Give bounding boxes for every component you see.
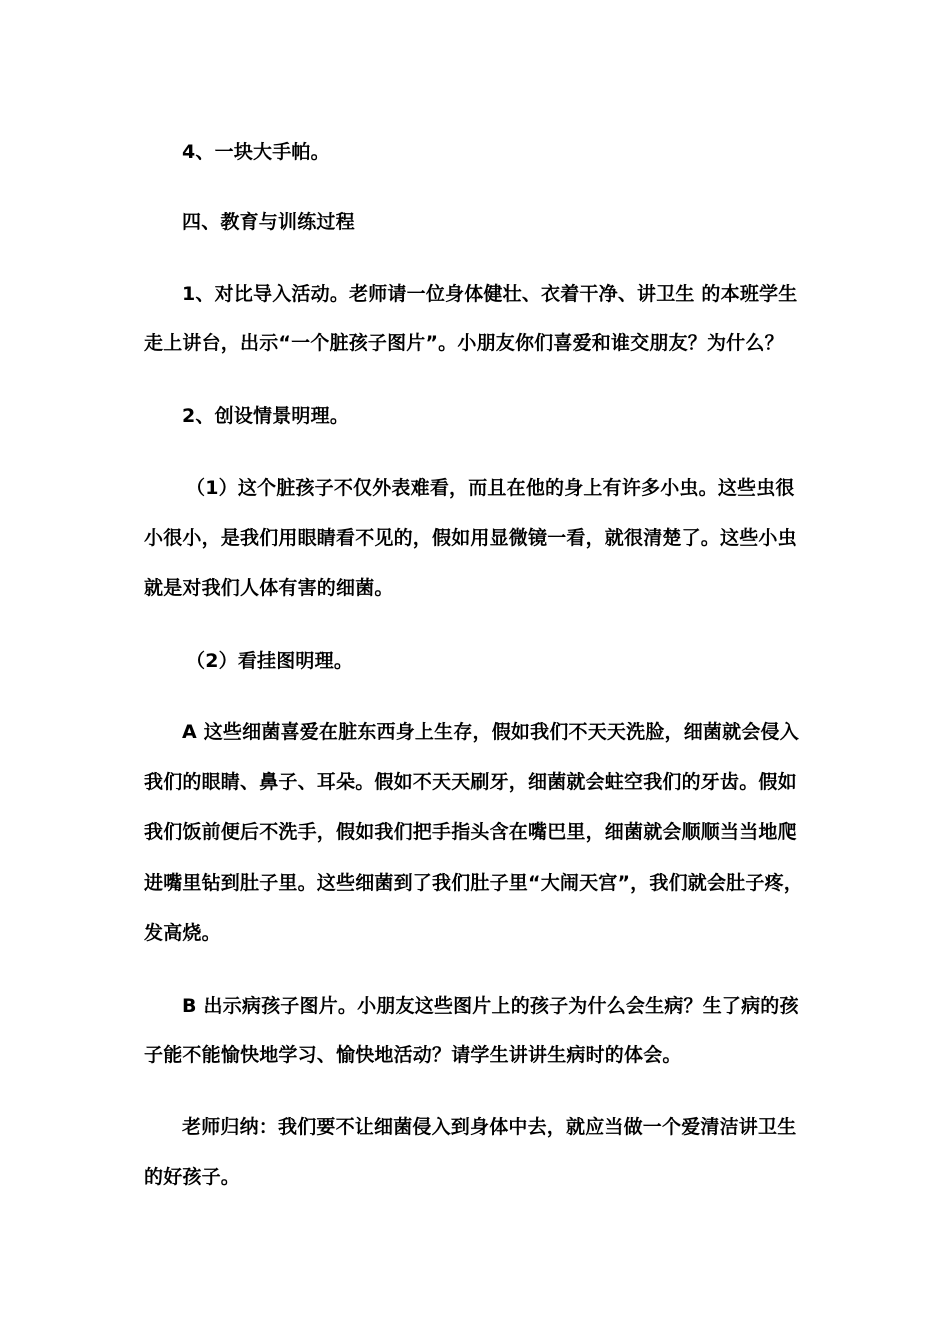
step1-line2: 走上讲台，出示“一个脏孩子图片”。小朋友你们喜爱和谁交朋友？为什么？ bbox=[144, 332, 784, 354]
section-heading-process: 四、教育与训练过程 bbox=[182, 211, 355, 233]
para-a-line1: A 这些细菌喜爱在脏东西身上生存，假如我们不天天洗脸，细菌就会侵入 bbox=[182, 721, 799, 743]
para-a-line5: 发高烧。 bbox=[144, 922, 221, 944]
step2-heading: 2、创设情景明理。 bbox=[182, 405, 350, 427]
step1-line1: 1、对比导入活动。老师请一位身体健壮、衣着干净、讲卫生 的本班学生 bbox=[182, 283, 798, 305]
sub1-line3: 就是对我们人体有害的细菌。 bbox=[144, 577, 394, 599]
summary-line1: 老师归纳：我们要不让细菌侵入到身体中去，就应当做一个爱清洁讲卫生 bbox=[182, 1116, 797, 1138]
para-b-line1: B 出示病孩子图片。小朋友这些图片上的孩子为什么会生病？生了病的孩 bbox=[182, 995, 799, 1017]
para-a-line3: 我们饭前便后不洗手，假如我们把手指头含在嘴巴里，细菌就会顺顺当当地爬 bbox=[144, 821, 797, 843]
sub1-line1: （1）这个脏孩子不仅外表难看，而且在他的身上有许多小虫。这些虫很 bbox=[186, 477, 795, 499]
para-a-line2: 我们的眼睛、鼻子、耳朵。假如不天天刷牙，细菌就会蛀空我们的牙齿。假如 bbox=[144, 771, 797, 793]
item-handkerchief: 4、一块大手帕。 bbox=[182, 141, 330, 163]
summary-line2: 的好孩子。 bbox=[144, 1166, 241, 1188]
para-b-line2: 子能不能愉快地学习、愉快地活动？请学生讲讲生病时的体会。 bbox=[144, 1044, 682, 1066]
sub2-heading: （2）看挂图明理。 bbox=[186, 650, 354, 672]
para-a-line4: 进嘴里钻到肚子里。这些细菌到了我们肚子里“大闹天宫”，我们就会肚子疼， bbox=[144, 872, 803, 894]
sub1-line2: 小很小，是我们用眼睛看不见的，假如用显微镜一看，就很清楚了。这些小虫 bbox=[144, 527, 797, 549]
